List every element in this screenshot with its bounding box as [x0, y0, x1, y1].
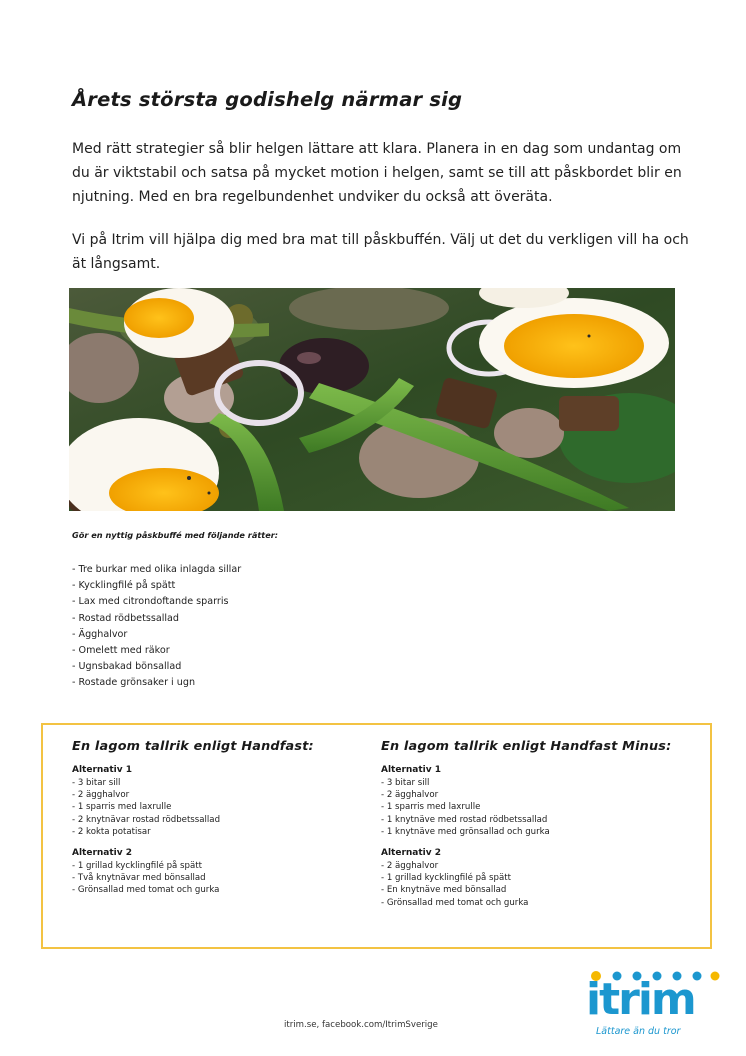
list-item: - Grönsallad med tomat och gurka — [381, 897, 529, 908]
alternative-2-title: Alternativ 2 — [72, 848, 133, 859]
list-item: - 2 knytnävar rostad rödbetssallad — [72, 814, 221, 825]
list-item: - Omelett med räkor — [72, 645, 170, 657]
alternative-2-list — [381, 860, 701, 909]
list-item: - Ägghalvor — [72, 628, 128, 640]
alternative-2-list — [72, 860, 372, 897]
alternative-1-title: Alternativ 1 — [72, 765, 133, 775]
handfast-heading: En lagom tallrik enligt Handfast: — [72, 739, 314, 754]
list-item: - Tre burkar med olika inlagda sillar — [72, 564, 242, 575]
alternative-1-list — [381, 777, 701, 838]
list-item: - 1 knytnäve med rostad rödbetssallad — [381, 814, 548, 825]
alternative-1-title: Alternativ 1 — [381, 765, 442, 775]
alternative-2-title: Alternativ 2 — [381, 848, 442, 859]
list-item: - 2 kokta potatisar — [72, 826, 151, 837]
list-item: - 2 ägghalvor — [381, 861, 439, 872]
list-item: - 1 sparris med laxrulle — [381, 802, 481, 813]
list-item: - 3 bitar sill — [381, 778, 430, 788]
handfast-minus-column — [381, 739, 701, 918]
alternative-1-list — [72, 777, 372, 838]
list-item: - Två knytnävar med bönsallad — [72, 873, 206, 884]
list-item: - 2 ägghalvor — [72, 790, 130, 801]
list-item: - Lax med citrondoftande sparris — [72, 596, 229, 608]
list-item: - Ugnsbakad bönsallad — [72, 661, 182, 673]
list-item: - Rostade grönsaker i ugn — [72, 677, 196, 689]
list-item: - Grönsallad med tomat och gurka — [72, 885, 220, 896]
handfast-column — [72, 739, 372, 906]
page-title: Årets största godishelg närmar sig — [72, 88, 463, 111]
intro-paragraph: Med rätt strategier så blir helgen lättare att klara. Planera in en dag som undantag om du är viktstabil och satsa på mycket motion i helgen, samt se till att påskbordet blir en njutning. Med en bra regelbundenhet undviker du också att överäta. — [72, 141, 682, 205]
salad-photo — [69, 288, 675, 511]
buffet-list — [72, 562, 241, 692]
list-item: - Kycklingfilé på spätt — [72, 580, 176, 592]
list-item: - 2 ägghalvor — [381, 790, 439, 801]
list-item: - 1 grillad kycklingfilé på spätt — [72, 861, 202, 872]
plate-suggestions-box — [41, 723, 712, 949]
list-item: - Rostad rödbetssallad — [72, 612, 180, 624]
logo-tagline: Lättare än du tror — [596, 1026, 681, 1037]
list-item: - 3 bitar sill — [72, 778, 121, 788]
list-item: - En knytnäve med bönsallad — [381, 885, 507, 896]
list-item: - 1 sparris med laxrulle — [72, 802, 172, 813]
logo-wordmark: itrim — [586, 974, 695, 1025]
handfast-minus-heading: En lagom tallrik enligt Handfast Minus: — [381, 739, 672, 754]
buffet-paragraph: Vi på Itrim vill hjälpa dig med bra mat till påskbuffén. Välj ut det du verkligen vill ha och ät långsamt. — [72, 232, 689, 272]
buffet-heading: Gör en nyttig påskbuffé med följande rätter: — [72, 530, 279, 540]
itrim-logo — [586, 970, 720, 1040]
footer-contact: itrim.se, facebook.com/ItrimSverige — [284, 1020, 438, 1030]
list-item: - 1 knytnäve med grönsallad och gurka — [381, 826, 550, 837]
list-item: - 1 grillad kycklingfilé på spätt — [381, 873, 511, 884]
